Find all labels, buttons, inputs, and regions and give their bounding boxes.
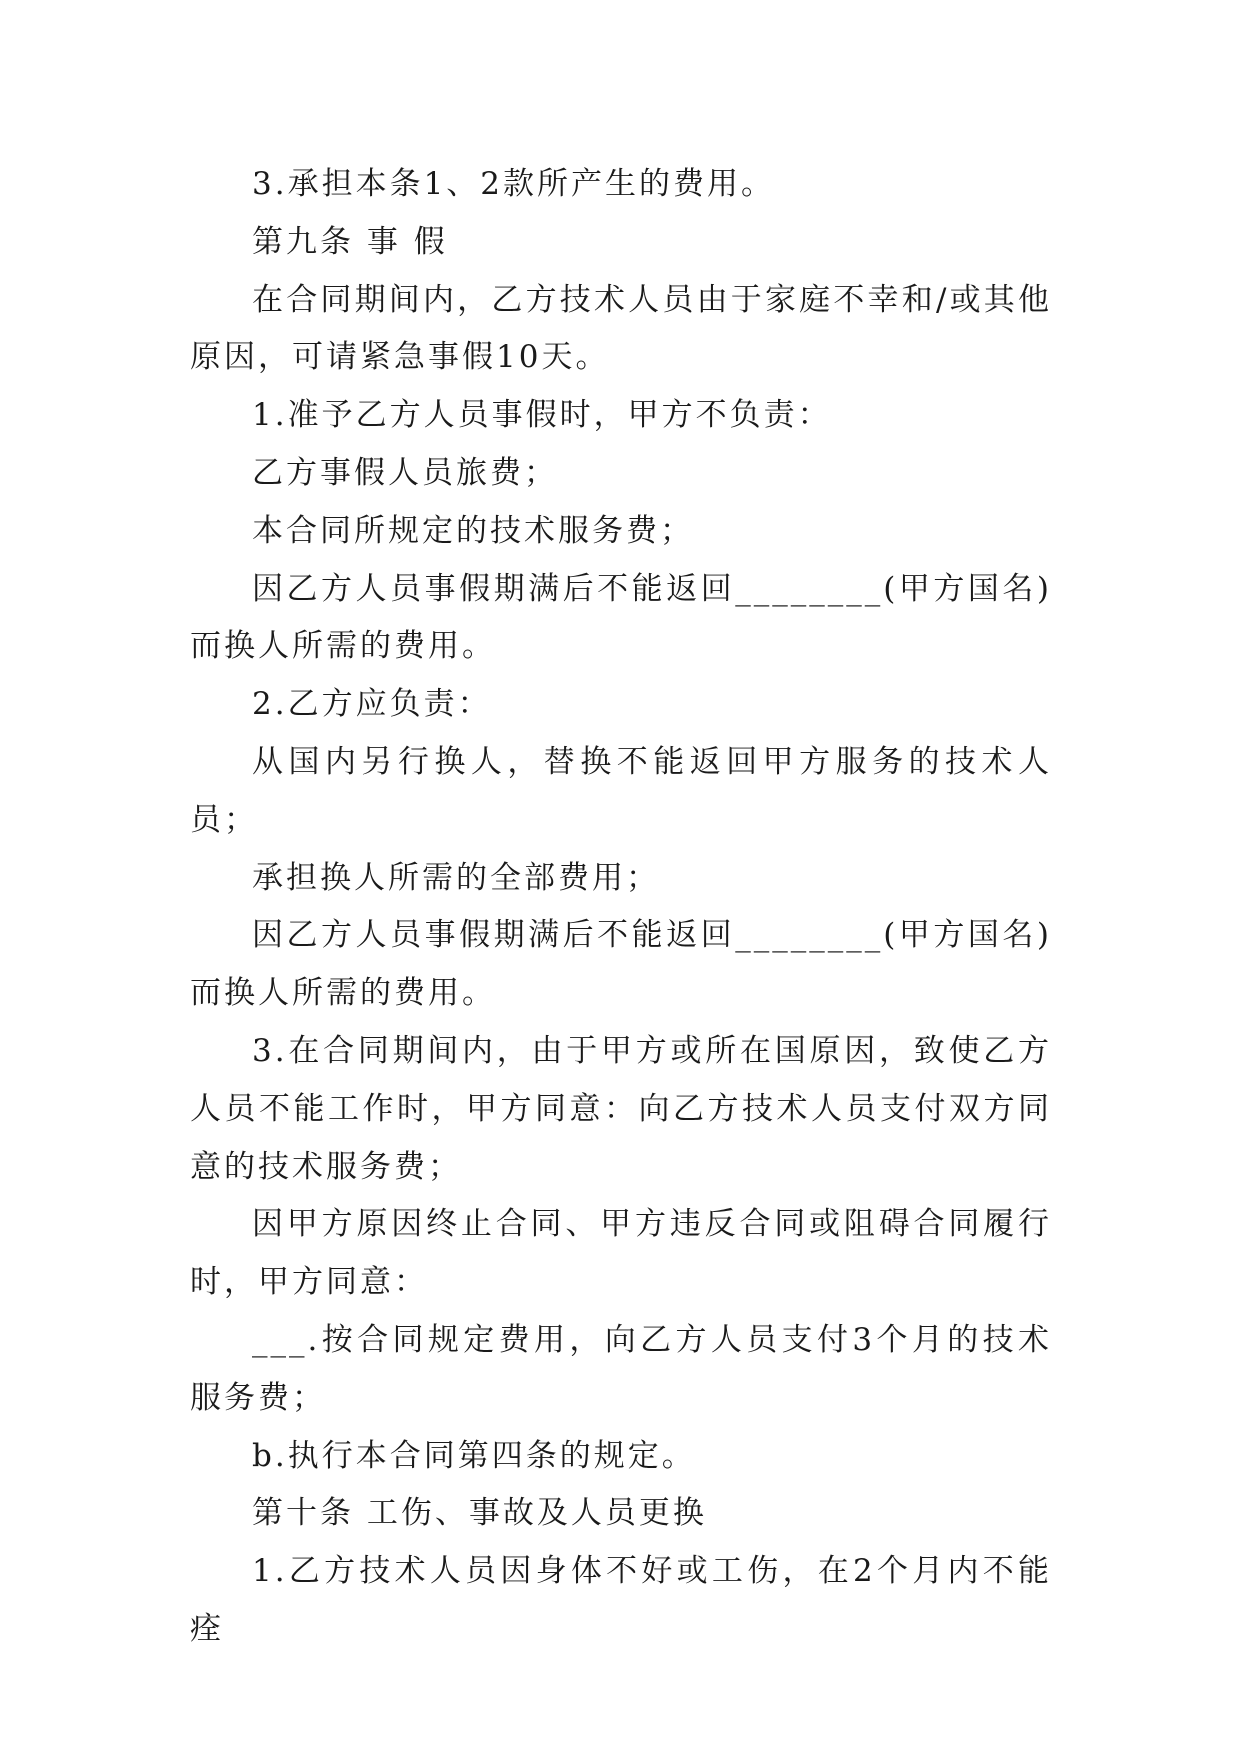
paragraph: 因乙方人员事假期满后不能返回________(甲方国名)而换人所需的费用。 bbox=[190, 570, 1052, 665]
paragraph: 本合同所规定的技术服务费； bbox=[252, 512, 694, 549]
paragraph: 2.乙方应负责： bbox=[252, 686, 492, 723]
paragraph: 从国内另行换人，替换不能返回甲方服务的技术人员； bbox=[190, 743, 1052, 838]
paragraph: b.执行本合同第四条的规定。 bbox=[252, 1437, 696, 1474]
paragraph: 在合同期间内，乙方技术人员由于家庭不幸和/或其他原因，可请紧急事假10天。 bbox=[190, 281, 1052, 376]
paragraph: ___.按合同规定费用，向乙方人员支付3个月的技术服务费； bbox=[190, 1321, 1052, 1416]
paragraph: 因乙方人员事假期满后不能返回________(甲方国名)而换人所需的费用。 bbox=[190, 917, 1052, 1012]
paragraph: 乙方事假人员旅费； bbox=[252, 454, 558, 491]
article-heading: 第十条 工伤、事故及人员更换 bbox=[252, 1495, 707, 1532]
paragraph: 1.乙方技术人员因身体不好或工伤，在2个月内不能痊 bbox=[190, 1553, 1052, 1647]
paragraph: 1.准予乙方人员事假时，甲方不负责： bbox=[252, 397, 832, 434]
document-page bbox=[190, 156, 1052, 1659]
paragraph: 因甲方原因终止合同、甲方违反合同或阻碍合同履行时，甲方同意： bbox=[190, 1206, 1052, 1301]
paragraph: 3.在合同期间内，由于甲方或所在国原因，致使乙方人员不能工作时，甲方同意：向乙方技术人员支付双方同意的技术服务费； bbox=[190, 1032, 1052, 1185]
article-heading: 第九条 事 假 bbox=[252, 223, 448, 260]
paragraph: 3.承担本条1、2款所产生的费用。 bbox=[252, 166, 776, 202]
paragraph: 承担换人所需的全部费用； bbox=[252, 859, 660, 896]
